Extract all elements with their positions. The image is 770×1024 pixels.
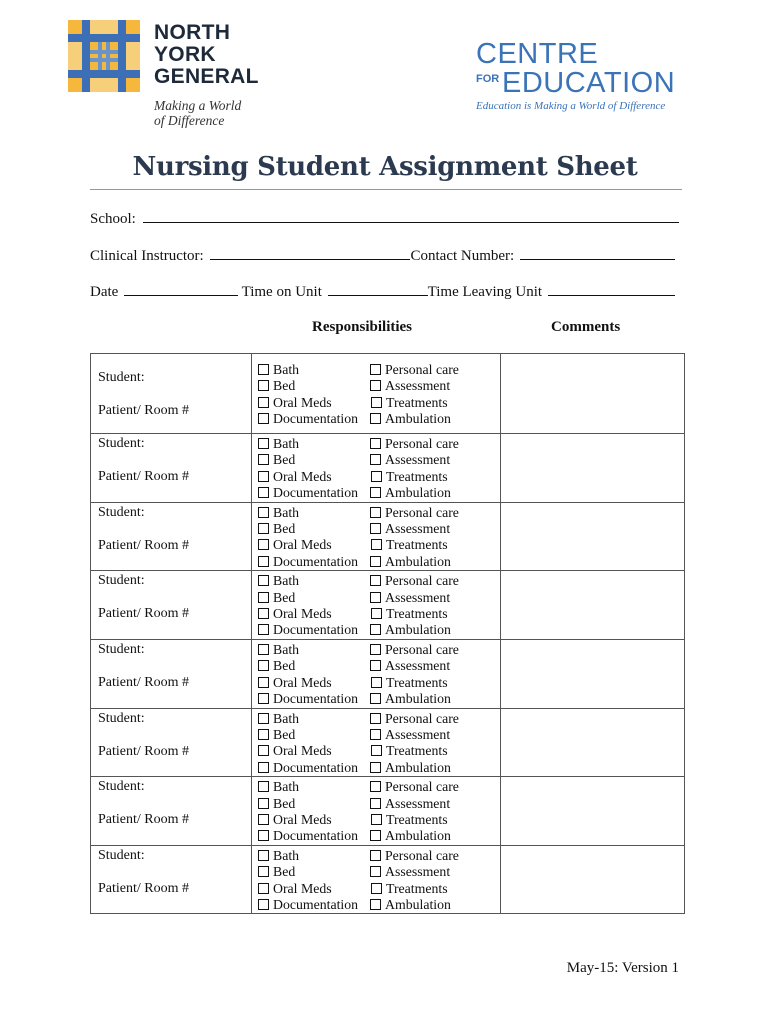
checkbox-label: Bed [273,864,296,880]
checkbox-label: Personal care [385,779,459,795]
student-label: Student: [98,641,145,657]
cfe-for: FOR [476,73,500,85]
checkbox-icon[interactable] [370,487,381,498]
checkbox-item[interactable] [258,727,370,743]
checkbox-label: Documentation [273,759,359,775]
checkbox-label: Personal care [385,573,459,589]
checkbox-icon[interactable] [370,575,381,586]
cfe-tagline: Education is Making a World of Difference [476,100,666,112]
checkbox-label: Oral Meds [273,743,332,759]
comments-header: Comments [551,319,621,335]
checkbox-icon[interactable] [258,380,269,391]
checkbox-label: Bed [273,521,296,537]
checkbox-item[interactable] [258,796,370,812]
clinical-instructor-input-line[interactable] [210,247,410,260]
checkbox-icon[interactable] [258,608,269,619]
checkbox-icon[interactable] [258,556,269,567]
checkbox-item[interactable] [258,590,370,606]
comments-cell[interactable] [501,502,685,571]
comments-cell[interactable] [501,571,685,640]
checkbox-icon[interactable] [370,830,381,841]
checkbox-label: Documentation [273,622,359,638]
checkbox-icon[interactable] [370,592,381,603]
checkbox-label: Oral Meds [273,811,332,827]
student-cell[interactable] [91,639,252,708]
checkbox-item[interactable] [370,411,451,427]
checkbox-icon[interactable] [258,487,269,498]
contact-number-label: Contact Number: [410,248,515,264]
checkbox-label: Treatments [386,606,448,622]
checkbox-label: Ambulation [385,485,451,501]
checkbox-icon[interactable] [370,523,381,534]
checkbox-item[interactable] [258,711,370,727]
checkbox-label: Treatments [386,674,448,690]
checkbox-icon[interactable] [258,745,269,756]
checkbox-item[interactable] [258,897,370,913]
checkbox-item[interactable] [370,554,451,570]
comments-cell[interactable] [501,845,685,914]
table-row [91,708,685,777]
date-label: Date [90,284,119,300]
patient-room-label: Patient/ Room # [98,469,189,484]
comments-cell[interactable] [501,434,685,503]
checkbox-label: Bath [273,504,300,520]
checkbox-label: Assessment [385,658,451,674]
student-cell[interactable] [91,354,252,434]
school-field-row [90,210,680,228]
checkbox-label: Ambulation [385,622,451,638]
checkbox-icon[interactable] [258,397,269,408]
checkbox-icon[interactable] [258,713,269,724]
checkbox-label: Personal care [385,362,459,377]
checkbox-icon[interactable] [370,556,381,567]
checkbox-label: Bed [273,726,296,742]
checkbox-label: Bath [273,573,300,589]
patient-room-label: Patient/ Room # [98,743,189,759]
time-on-unit-label: Time on Unit [241,284,322,300]
checkbox-label: Bath [273,362,300,377]
checkbox-item[interactable] [258,642,370,658]
centre-for-education-logo [476,40,686,112]
responsibilities-cell [252,502,501,571]
checkbox-item[interactable] [258,848,370,864]
school-input-line[interactable] [143,210,679,223]
checkbox-label: Treatments [386,537,448,553]
patient-room-label: Patient/ Room # [98,880,189,896]
cfe-education: EDUCATION [502,67,676,99]
checkbox-label: Treatments [386,743,448,759]
school-label: School: [90,211,136,227]
checkbox-label: Bath [273,641,300,657]
responsibilities-cell [252,777,501,846]
table-row [91,777,685,846]
checkbox-item[interactable] [258,743,370,759]
comments-cell[interactable] [501,708,685,777]
student-label: Student: [98,573,145,589]
checkbox-item[interactable] [258,812,370,828]
checkbox-label: Bath [273,847,300,863]
checkbox-label: Bath [273,436,300,451]
checkbox-item[interactable] [370,897,451,913]
checkbox-icon[interactable] [258,364,269,375]
checkbox-item[interactable] [370,590,450,606]
checkbox-item[interactable] [370,537,448,553]
checkbox-label: Oral Meds [273,880,332,896]
checkbox-item[interactable] [258,691,370,707]
checkbox-item[interactable] [258,436,370,452]
date-input-line[interactable] [124,283,238,296]
checkbox-item[interactable] [258,760,370,776]
student-label: Student: [98,436,145,451]
checkbox-item[interactable] [370,642,459,658]
checkbox-item[interactable] [258,469,370,485]
checkbox-label: Bed [273,795,296,811]
checkbox-icon[interactable] [371,677,382,688]
checkbox-label: Personal care [385,436,459,451]
checkbox-label: Bed [273,589,296,605]
checkbox-item[interactable] [258,554,370,570]
checkbox-item[interactable] [370,743,448,759]
table-row [91,571,685,640]
checkbox-icon[interactable] [258,850,269,861]
checkbox-icon[interactable] [258,677,269,688]
assignment-table [90,353,685,914]
checkbox-item[interactable] [370,760,451,776]
checkbox-item[interactable] [258,779,370,795]
contact-number-input-line[interactable] [520,247,675,260]
checkbox-item[interactable] [370,796,450,812]
responsibilities-cell [252,845,501,914]
checkbox-item[interactable] [258,828,370,844]
checkbox-icon[interactable] [258,507,269,518]
cfe-centre: CENTRE [476,38,599,70]
checkbox-icon[interactable] [258,899,269,910]
checkbox-icon[interactable] [370,729,381,740]
patient-room-label: Patient/ Room # [98,606,189,622]
checkbox-icon[interactable] [258,454,269,465]
checkbox-icon[interactable] [370,413,381,424]
page-title: Nursing Student Assignment Sheet [132,152,638,182]
student-cell[interactable] [91,434,252,503]
checkbox-item[interactable] [258,675,370,691]
checkbox-item[interactable] [370,362,459,378]
checkbox-icon[interactable] [258,693,269,704]
checkbox-icon[interactable] [258,729,269,740]
checkbox-icon[interactable] [258,830,269,841]
checkbox-item[interactable] [258,658,370,674]
patient-room-label: Patient/ Room # [98,812,189,828]
nyg-tagline: Making a World of Difference [154,98,242,128]
checkbox-icon[interactable] [258,883,269,894]
checkbox-icon[interactable] [371,814,382,825]
checkbox-label: Personal care [385,641,459,657]
comments-cell[interactable] [501,354,685,434]
patient-room-label: Patient/ Room # [98,674,189,690]
student-label: Student: [98,370,145,385]
checkbox-label: Assessment [385,795,451,811]
table-row [91,354,685,434]
checkbox-icon[interactable] [370,624,381,635]
checkbox-icon[interactable] [258,413,269,424]
checkbox-icon[interactable] [258,539,269,550]
checkbox-label: Documentation [273,691,359,707]
student-cell[interactable] [91,708,252,777]
checkbox-label: Treatments [386,880,448,896]
checkbox-icon[interactable] [258,644,269,655]
checkbox-icon[interactable] [370,798,381,809]
checkbox-item[interactable] [258,452,370,468]
table-row [91,434,685,503]
checkbox-item[interactable] [370,779,459,795]
checkbox-icon[interactable] [370,762,381,773]
checkbox-icon[interactable] [258,624,269,635]
checkbox-icon[interactable] [370,380,381,391]
checkbox-label: Documentation [273,828,359,844]
checkbox-label: Assessment [385,378,451,394]
checkbox-label: Assessment [385,521,451,537]
time-field-row [90,283,680,301]
checkbox-icon[interactable] [371,883,382,894]
student-label: Student: [98,710,145,726]
checkbox-label: Documentation [273,553,359,569]
nyg-name: NORTH YORK GENERAL [154,21,259,88]
responsibilities-cell [252,571,501,640]
checkbox-label: Bath [273,710,300,726]
checkbox-label: Documentation [273,411,359,427]
checkbox-icon[interactable] [258,523,269,534]
checkbox-label: Ambulation [385,896,451,912]
responsibilities-cell [252,354,501,434]
table-row [91,845,685,914]
checkbox-icon[interactable] [370,899,381,910]
checkbox-label: Bath [273,779,300,795]
checkbox-icon[interactable] [370,713,381,724]
checkbox-item[interactable] [370,675,448,691]
checkbox-label: Ambulation [385,691,451,707]
checkbox-icon[interactable] [258,592,269,603]
checkbox-label: Ambulation [385,759,451,775]
clinical-instructor-label: Clinical Instructor: [90,248,204,264]
title-divider [90,189,682,190]
checkbox-item[interactable] [258,573,370,589]
checkbox-icon[interactable] [258,762,269,773]
checkbox-label: Bed [273,378,296,394]
checkbox-label: Treatments [386,811,448,827]
checkbox-icon[interactable] [371,539,382,550]
student-label: Student: [98,504,145,520]
table-row [91,639,685,708]
student-cell[interactable] [91,571,252,640]
student-cell[interactable] [91,502,252,571]
checkbox-label: Treatments [386,394,448,410]
responsibilities-cell [252,434,501,503]
checkbox-item[interactable] [258,864,370,880]
checkbox-item[interactable] [370,727,450,743]
table-row [91,502,685,571]
checkbox-icon[interactable] [370,693,381,704]
student-label: Student: [98,779,145,795]
checkbox-icon[interactable] [258,660,269,671]
checkbox-item[interactable] [258,622,370,638]
checkbox-item[interactable] [370,812,448,828]
checkbox-icon[interactable] [370,364,381,375]
checkbox-icon[interactable] [370,438,381,449]
checkbox-item[interactable] [258,362,370,378]
checkbox-item[interactable] [370,485,451,501]
checkbox-label: Oral Meds [273,394,332,410]
checkbox-item[interactable] [370,691,451,707]
checkbox-icon[interactable] [371,397,382,408]
checkbox-label: Oral Meds [273,674,332,690]
checkbox-label: Personal care [385,504,459,520]
checkbox-label: Oral Meds [273,606,332,622]
checkbox-icon[interactable] [370,781,381,792]
checkbox-label: Documentation [273,896,359,912]
student-cell[interactable] [91,845,252,914]
patient-room-label: Patient/ Room # [98,403,189,418]
nyg-quilt-icon [68,20,140,92]
student-cell[interactable] [91,777,252,846]
checkbox-label: Bed [273,658,296,674]
checkbox-item[interactable] [258,881,370,897]
checkbox-item[interactable] [370,828,451,844]
checkbox-item[interactable] [258,537,370,553]
version-footer: May-15: Version 1 [566,960,679,976]
checkbox-icon[interactable] [258,781,269,792]
checkbox-icon[interactable] [370,454,381,465]
student-label: Student: [98,847,145,863]
checkbox-icon[interactable] [258,798,269,809]
checkbox-label: Oral Meds [273,537,332,553]
checkbox-icon[interactable] [370,644,381,655]
checkbox-item[interactable] [370,395,448,411]
responsibilities-header: Responsibilities [312,319,413,335]
patient-room-label: Patient/ Room # [98,537,189,553]
checkbox-label: Assessment [385,726,451,742]
time-leaving-unit-label: Time Leaving Unit [427,284,543,300]
checkbox-item[interactable] [370,622,451,638]
checkbox-item[interactable] [370,606,448,622]
checkbox-icon[interactable] [258,814,269,825]
checkbox-label: Personal care [385,847,459,863]
checkbox-item[interactable] [370,711,459,727]
checkbox-item[interactable] [370,452,450,468]
checkbox-label: Assessment [385,452,451,468]
checkbox-item[interactable] [370,658,450,674]
checkbox-item[interactable] [258,411,370,427]
checkbox-icon[interactable] [258,866,269,877]
checkbox-icon[interactable] [370,850,381,861]
checkbox-item[interactable] [370,505,459,521]
checkbox-item[interactable] [370,573,459,589]
instructor-field-row [90,247,680,265]
checkbox-item[interactable] [258,485,370,501]
checkbox-label: Treatments [386,468,448,484]
checkbox-label: Ambulation [385,553,451,569]
comments-cell[interactable] [501,777,685,846]
checkbox-item[interactable] [370,378,450,394]
checkbox-item[interactable] [258,395,370,411]
checkbox-label: Personal care [385,710,459,726]
checkbox-item[interactable] [370,521,450,537]
comments-cell[interactable] [501,639,685,708]
checkbox-label: Documentation [273,485,359,501]
checkbox-label: Ambulation [385,828,451,844]
checkbox-label: Oral Meds [273,468,332,484]
checkbox-label: Assessment [385,589,451,605]
checkbox-item[interactable] [370,469,448,485]
checkbox-icon[interactable] [371,745,382,756]
checkbox-icon[interactable] [370,866,381,877]
checkbox-icon[interactable] [371,471,382,482]
checkbox-item[interactable] [258,505,370,521]
checkbox-icon[interactable] [370,660,381,671]
checkbox-item[interactable] [370,881,448,897]
checkbox-item[interactable] [370,436,459,452]
checkbox-icon[interactable] [370,507,381,518]
checkbox-label: Bed [273,452,296,468]
checkbox-item[interactable] [258,606,370,622]
responsibilities-cell [252,639,501,708]
checkbox-icon[interactable] [371,608,382,619]
time-leaving-unit-input-line[interactable] [548,283,675,296]
time-on-unit-input-line[interactable] [328,283,428,296]
checkbox-item[interactable] [370,864,450,880]
checkbox-label: Assessment [385,864,451,880]
checkbox-icon[interactable] [258,471,269,482]
checkbox-item[interactable] [258,521,370,537]
checkbox-icon[interactable] [258,438,269,449]
checkbox-label: Ambulation [385,411,451,427]
checkbox-item[interactable] [258,378,370,394]
checkbox-icon[interactable] [258,575,269,586]
responsibilities-cell [252,708,501,777]
checkbox-item[interactable] [370,848,459,864]
